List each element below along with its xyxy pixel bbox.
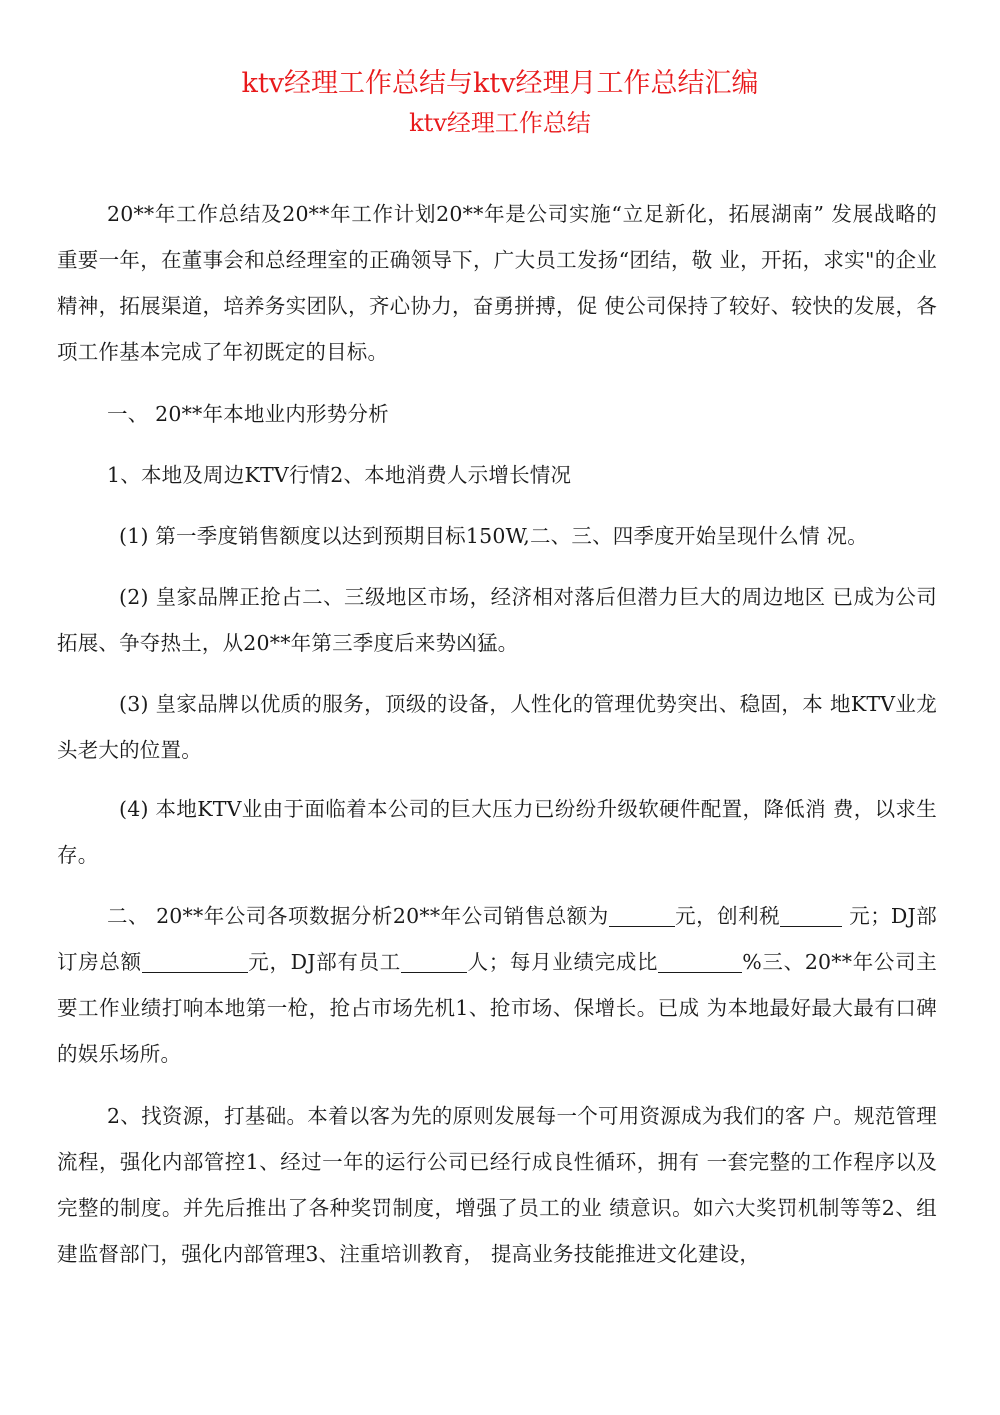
text-segment: 元，DJ部有员工 <box>247 950 401 974</box>
blank-underline <box>142 950 248 973</box>
text-segment: %三、20**年公司主要工作业绩打响本地第一枪，抢占市场先机1、抢市场、保增长。已成 为本地最好最大最有口碑的娱乐场所。 <box>57 950 937 1066</box>
list-item-1: (1) 第一季度销售额度以达到预期目标150W,二、三、四季度开始呈现什么情 况。 <box>119 524 868 548</box>
list-item-2: (2) 皇家品牌正抢占二、三级地区市场，经济相对落后但潜力巨大的周边地区 已成为公司拓展、争夺热土，从20**年第三季度后来势凶猛。 <box>57 585 937 655</box>
text-segment: 元，创利税 <box>674 904 781 928</box>
list-item-3: (3) 皇家品牌以优质的服务，顶级的设备，人性化的管理优势突出、稳固，本 地KTV业龙头老大的位置。 <box>57 692 937 762</box>
paragraph-intro: 20**年工作总结及20**年工作计划20**年是公司实施“立足新化，拓展湖南” 发展战略的重要一年，在董事会和总经理室的正确领导下，广大员工发扬“团结，敬 业，开拓，求实"的企业精神，拓展渠道，培养务实团队，齐心协力，奋勇拼搏，促 使公司保持了较好、较快的发展，各项工作基本完成了年初既定的目标。 <box>57 202 937 364</box>
paragraph-resources: 2、找资源，打基础。本着以客为先的原则发展每一个可用资源成为我们的客 户。规范管理流程，强化内部管控1、经过一年的运行公司已经行成良性循环，拥有 一套完整的工作程序以及完整的制度。并先后推出了各种奖罚制度，增强了员工的业 绩意识。如六大奖罚机制等等2、组建监督部门，强化内部管理3、注重培训教育， 提高业务技能推进文化建设， <box>57 1104 937 1266</box>
blank-underline <box>658 950 742 973</box>
paragraph-market: 1、本地及周边KTV行情2、本地消费人示增长情况 <box>107 463 572 487</box>
text-segment: 人；每月业绩完成比 <box>467 950 659 974</box>
document-subtitle: ktv经理工作总结 <box>409 109 591 137</box>
blank-underline <box>780 904 842 927</box>
blank-underline <box>609 904 675 927</box>
paragraph-data-analysis <box>57 893 937 1077</box>
text-segment: 元；DJ部订房总额 <box>57 904 937 974</box>
text-segment: 二、 20**年公司各项数据分析20**年公司销售总额为 <box>107 904 609 928</box>
document-title: ktv经理工作总结与ktv经理月工作总结汇编 <box>241 68 759 99</box>
blank-underline <box>401 950 467 973</box>
section-heading-1: 一、 20**年本地业内形势分析 <box>107 402 389 426</box>
list-item-4: (4) 本地KTV业由于面临着本公司的巨大压力已纷纷升级软硬件配置，降低消 费，以求生存。 <box>57 797 937 867</box>
